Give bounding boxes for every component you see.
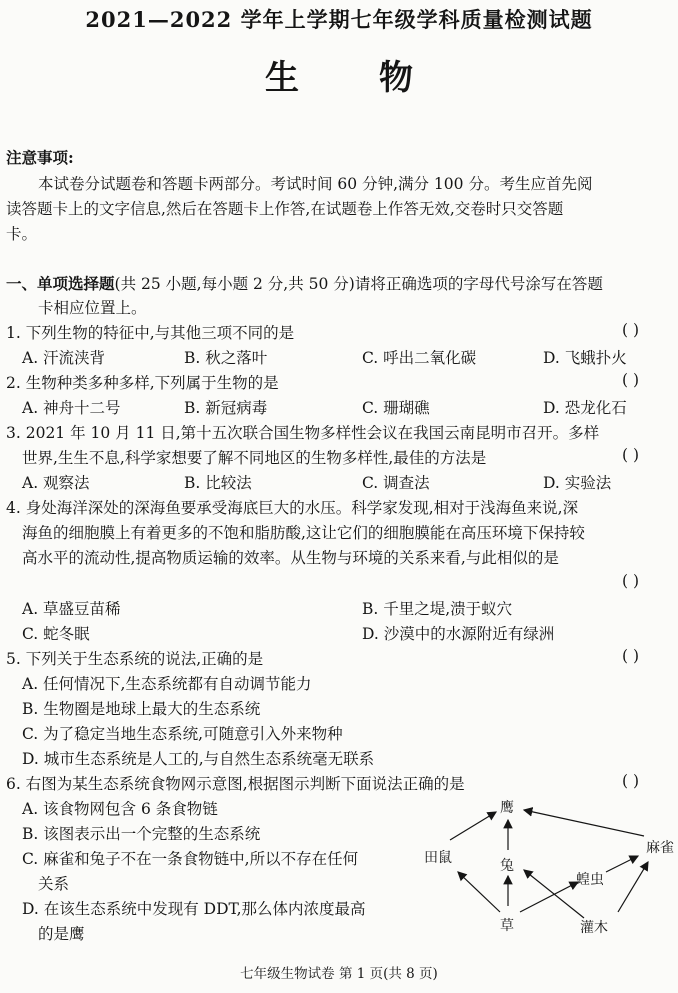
answer-paren: ( ) [622,371,640,389]
option-c: C. 调查法 [362,474,430,492]
node-field-mouse: 田鼠 [424,850,452,866]
question-stem: 2. 生物种类多种多样,下列属于生物的是 [6,374,279,392]
answer-paren: ( ) [622,446,640,464]
subject-title: 生物 [265,58,493,98]
arrow-grass-to-locust [520,882,578,912]
option-d: D. 实验法 [543,474,612,492]
option-b: B. 新冠病毒 [184,399,268,417]
node-locust: 蝗虫 [576,872,604,888]
arrow-grass-to-mouse [458,872,500,912]
option-a: A. 任何情况下,生态系统都有自动调节能力 [22,675,312,693]
exam-title: 2021—2022 学年上学期七年级学科质量检测试题 [85,7,593,32]
option-a: A. 观察法 [22,474,90,492]
question-stem-cont: 海鱼的细胞膜上有着更多的不饱和脂肪酸,这让它们的细胞膜能在高压环境下保持较 [22,524,585,542]
option-d: D. 在该生态系统中发现有 DDT,那么体内浓度最高 [22,900,366,918]
option-a: A. 神舟十二号 [22,399,121,417]
arrow-mouse-to-hawk [450,812,496,840]
answer-paren: ( ) [622,572,640,590]
page-footer: 七年级生物试卷 第 1 页(共 8 页) [240,966,438,982]
food-web-diagram [420,790,678,950]
option-c: C. 珊瑚礁 [362,399,430,417]
option-a: A. 草盛豆苗稀 [22,600,121,618]
option-c: C. 为了稳定当地生态系统,可随意引入外来物种 [22,725,343,743]
option-d: D. 沙漠中的水源附近有绿洲 [362,625,555,643]
node-sparrow: 麻雀 [646,840,674,856]
option-c: C. 蛇冬眠 [22,625,90,643]
question-stem-cont: 高水平的流动性,提高物质运输的效率。从生物与环境的关系来看,与此相似的是 [22,549,559,567]
question-stem: 3. 2021 年 10 月 11 日,第十五次联合国生物多样性会议在我国云南昆明市召开。多样 [6,424,600,442]
option-c: C. 呼出二氧化碳 [362,349,477,367]
node-shrub: 灌木 [580,920,608,936]
option-b: B. 比较法 [184,474,252,492]
answer-paren: ( ) [622,321,640,339]
option-d: D. 恐龙化石 [543,399,627,417]
option-d: D. 飞蛾扑火 [543,349,627,367]
node-hawk: 鹰 [500,800,514,816]
node-grass: 草 [500,918,514,934]
notice-line: 卡。 [6,225,38,243]
notice-line: 本试卷分试题卷和答题卡两部分。考试时间 60 分钟,满分 100 分。考生应首先阅 [38,175,593,193]
option-b: B. 生物圈是地球上最大的生态系统 [22,700,261,718]
question-stem: 5. 下列关于生态系统的说法,正确的是 [6,650,264,668]
question-stem: 4. 身处海洋深处的深海鱼要承受海底巨大的水压。科学家发现,相对于浅海鱼来说,深 [6,499,579,517]
node-rabbit: 兔 [500,858,514,874]
notice-line: 读答题卡上的文字信息,然后在答题卡上作答,在试题卷上作答无效,交卷时只交答题 [6,200,564,218]
option-b: B. 秋之落叶 [184,349,268,367]
arrow-sparrow-to-hawk [524,810,644,836]
option-b: B. 千里之堤,溃于蚁穴 [362,600,513,618]
answer-paren: ( ) [622,647,640,665]
question-stem: 6. 右图为某生态系统食物网示意图,根据图示判断下面说法正确的是 [6,775,465,793]
question-stem: 1. 下列生物的特征中,与其他三项不同的是 [6,324,295,342]
section-heading [6,272,603,294]
notice-heading: 注意事项: [6,148,74,167]
section-desc-cont: 卡相应位置上。 [38,299,147,317]
arrow-locust-to-sparrow [606,856,638,872]
option-c-cont: 关系 [38,875,70,893]
question-stem-cont: 世界,生生不息,科学家想要了解不同地区的生物多样性,最佳的方法是 [22,449,487,467]
option-c: C. 麻雀和兔子不在一条食物链中,所以不存在任何 [22,850,359,868]
option-b: B. 该图表示出一个完整的生态系统 [22,825,261,843]
arrow-shrub-to-rabbit [524,870,584,918]
option-a: A. 该食物网包含 6 条食物链 [22,800,218,818]
answer-paren: ( ) [622,772,640,790]
arrow-shrub-to-sparrow [618,862,648,912]
option-d-cont: 的是鹰 [38,925,85,943]
section-desc: (共 25 小题,每小题 2 分,共 50 分)请将正确选项的字母代号涂写在答题 [114,275,603,293]
option-a: A. 汗流浃背 [22,349,106,367]
option-d: D. 城市生态系统是人工的,与自然生态系统毫无联系 [22,750,375,768]
section-title: 一、单项选择题 [6,274,115,293]
